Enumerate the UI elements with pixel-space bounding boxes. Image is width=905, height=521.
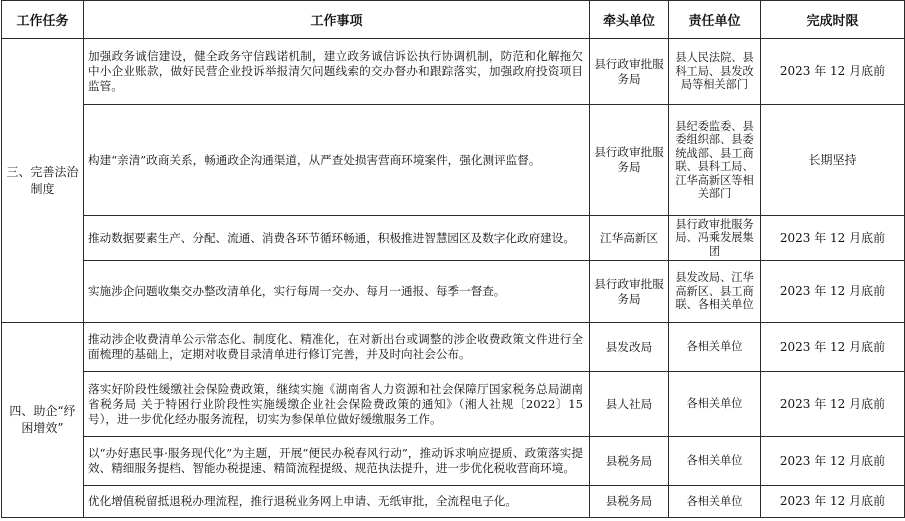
- item-cell: 实施涉企问题收集交办整改清单化，实行每周一交办、每月一通报、每季一督查。: [84, 261, 590, 323]
- table-row: [2, 39, 905, 105]
- item-cell: 推动数据要素生产、分配、流通、消费各环节循环畅通，积极推进智慧园区及数字化政府建设。: [84, 216, 590, 261]
- lead-unit-cell: 县行政审批服务局: [590, 261, 669, 323]
- lead-unit-cell: 县税务局: [590, 437, 669, 486]
- lead-unit-cell: 县人社局: [590, 372, 669, 437]
- lead-unit-cell: 县税务局: [590, 486, 669, 518]
- lead-unit-cell: 县行政审批服务局: [590, 105, 669, 216]
- header-deadline: 完成时限: [761, 1, 905, 39]
- table-row: [2, 372, 905, 437]
- deadline-cell: 2023 年 12 月底前: [761, 372, 905, 437]
- header-responsible-unit: 责任单位: [669, 1, 761, 39]
- responsible-unit-cell: 县发改局、江华高新区、县工商联、各相关单位: [669, 261, 761, 323]
- table-row: [2, 261, 905, 323]
- item-cell: 落实好阶段性缓缴社会保险费政策，继续实施《湖南省人力资源和社会保障厅国家税务总局湖南省税务局 关于特困行业阶段性实施缓缴企业社会保险费政策的通知》（湘人社规〔2022〕15 号），进一步优化经办服务流程，切实为参保单位做好缓缴服务工作。: [84, 372, 590, 437]
- deadline-cell: 2023 年 12 月底前: [761, 261, 905, 323]
- deadline-cell: 2023 年 12 月底前: [761, 216, 905, 261]
- item-cell: 优化增值税留抵退税办理流程，推行退税业务网上申请、无纸审批，全流程电子化。: [84, 486, 590, 518]
- lead-unit-cell: 江华高新区: [590, 216, 669, 261]
- deadline-cell: 2023 年 12 月底前: [761, 323, 905, 372]
- header-row: [2, 1, 905, 39]
- table-row: [2, 323, 905, 372]
- header-lead-unit: 牵头单位: [590, 1, 669, 39]
- responsible-unit-cell: 各相关单位: [669, 437, 761, 486]
- item-cell: 加强政务诚信建设，健全政务守信践诺机制，建立政务诚信诉讼执行协调机制，防范和化解拖欠中小企业账款，做好民营企业投诉举报清欠问题线索的交办督办和跟踪落实，加强政府投资项目监管。: [84, 39, 590, 105]
- table-row: [2, 105, 905, 216]
- responsible-unit-cell: 各相关单位: [669, 323, 761, 372]
- item-cell: 构建“亲清”政商关系，畅通政企沟通渠道，从严查处损害营商环境案件，强化测评监督。: [84, 105, 590, 216]
- responsible-unit-cell: 各相关单位: [669, 486, 761, 518]
- item-cell: 推动涉企收费清单公示常态化、制度化、精准化，在对新出台或调整的涉企收费政策文件进行全面梳理的基础上，定期对收费目录清单进行修订完善，并及时向社会公布。: [84, 323, 590, 372]
- lead-unit-cell: 县发改局: [590, 323, 669, 372]
- table-row: [2, 216, 905, 261]
- table-row: [2, 437, 905, 486]
- work-task-table: [1, 0, 905, 518]
- task-cell: 三、完善法治制度: [2, 39, 84, 323]
- item-cell: 以“办好惠民事·服务现代化”为主题，开展“便民办税春风行动”，推动诉求响应提质、政策落实提效、精细服务提档、智能办税提速、精简流程提级、规范执法提升，进一步优化税收营商环境。: [84, 437, 590, 486]
- responsible-unit-cell: 县人民法院、县科工局、县发改局等相关部门: [669, 39, 761, 105]
- task-cell: 四、助企“纾困增效”: [2, 323, 84, 518]
- responsible-unit-cell: 各相关单位: [669, 372, 761, 437]
- table-row: [2, 486, 905, 518]
- header-task: 工作任务: [2, 1, 84, 39]
- lead-unit-cell: 县行政审批服务局: [590, 39, 669, 105]
- responsible-unit-cell: 县纪委监委、县委组织部、县委统战部、县工商联、县科工局、江华高新区等相关部门: [669, 105, 761, 216]
- header-item: 工作事项: [84, 1, 590, 39]
- deadline-cell: 2023 年 12 月底前: [761, 39, 905, 105]
- deadline-cell: 2023 年 12 月底前: [761, 437, 905, 486]
- deadline-cell: 2023 年 12 月底前: [761, 486, 905, 518]
- deadline-cell: 长期坚持: [761, 105, 905, 216]
- responsible-unit-cell: 县行政审批服务局、冯乘发展集团: [669, 216, 761, 261]
